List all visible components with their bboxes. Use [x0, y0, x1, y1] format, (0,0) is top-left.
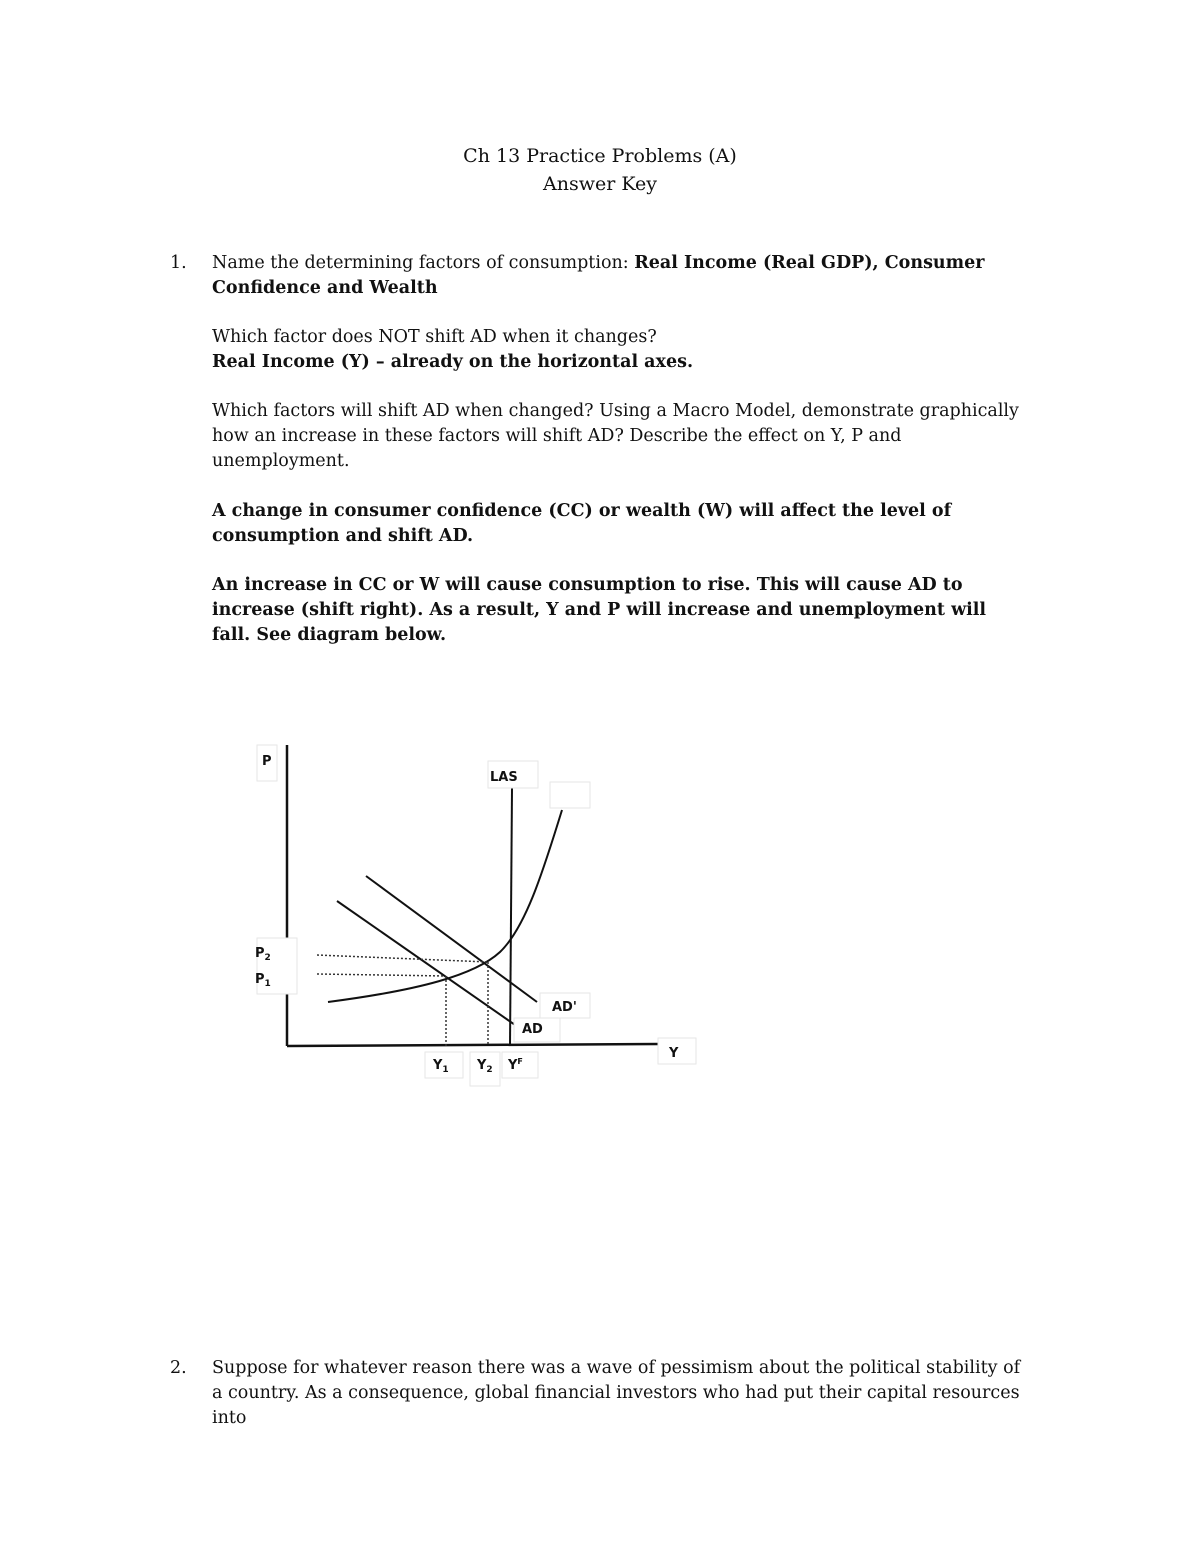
document-title: Ch 13 Practice Problems (A)	[463, 145, 737, 167]
answer-paragraph-2	[212, 573, 1022, 648]
sub-question-answer: Real Income (Y) – already on the horizontal axes.	[212, 352, 694, 372]
empty-label-box	[550, 782, 590, 808]
ad-las-diagram-svg	[220, 700, 940, 1100]
ad-prime-label: AD'	[552, 1000, 577, 1015]
x-axis-label: Y	[669, 1046, 679, 1061]
prompt-answer: Real Income (Real GDP), Consumer Confidence and Wealth	[212, 253, 985, 298]
ad-las-diagram	[220, 700, 940, 1100]
p2-label: $P_2$	[255, 946, 271, 963]
question-number: 2.	[170, 1358, 187, 1378]
x-axis-line	[287, 1044, 660, 1046]
y-axis-label: P	[262, 754, 272, 769]
y1-label: $Y_1$	[433, 1058, 449, 1075]
sras-curve	[328, 810, 562, 1002]
question-number: 1.	[170, 253, 187, 273]
sub-question-2	[212, 399, 1022, 474]
sub-question-1	[212, 325, 1022, 375]
ad-curve	[337, 901, 518, 1027]
sub-question-text: Which factors will shift AD when changed? Using a Macro Model, demonstrate graphically how an increase in these factors will shift AD? Describe the effect on Y, P and unemployment.	[212, 401, 1019, 471]
answer-paragraph-1	[212, 499, 1022, 549]
ad-label: AD	[522, 1022, 543, 1037]
answer-text: An increase in CC or W will cause consumption to rise. This will cause AD to increase (shift right). As a result, Y and P will increase and unemployment will fall. See diagram below.	[212, 575, 987, 645]
p2-guide-line	[317, 955, 488, 962]
p1-guide-line	[317, 974, 445, 976]
document-subtitle: Answer Key	[543, 173, 657, 195]
question-2-text: Suppose for whatever reason there was a wave of pessimism about the political stability of a country. As a consequence, global financial investors who had put their capital resources into	[212, 1358, 1021, 1428]
y2-label: $Y_2$	[477, 1058, 493, 1075]
yf-label: $Y^F$	[508, 1057, 523, 1073]
las-label: LAS	[490, 770, 518, 785]
p1-label: $P_1$	[255, 972, 271, 989]
sub-question-text: Which factor does NOT shift AD when it changes?	[212, 327, 657, 347]
prompt-text: Name the determining factors of consumption:	[212, 253, 635, 273]
las-curve	[510, 788, 512, 1046]
answer-text: A change in consumer confidence (CC) or wealth (W) will affect the level of consumption and shift AD.	[212, 501, 952, 546]
title-block	[0, 142, 1200, 198]
question-1-prompt	[212, 251, 1022, 301]
